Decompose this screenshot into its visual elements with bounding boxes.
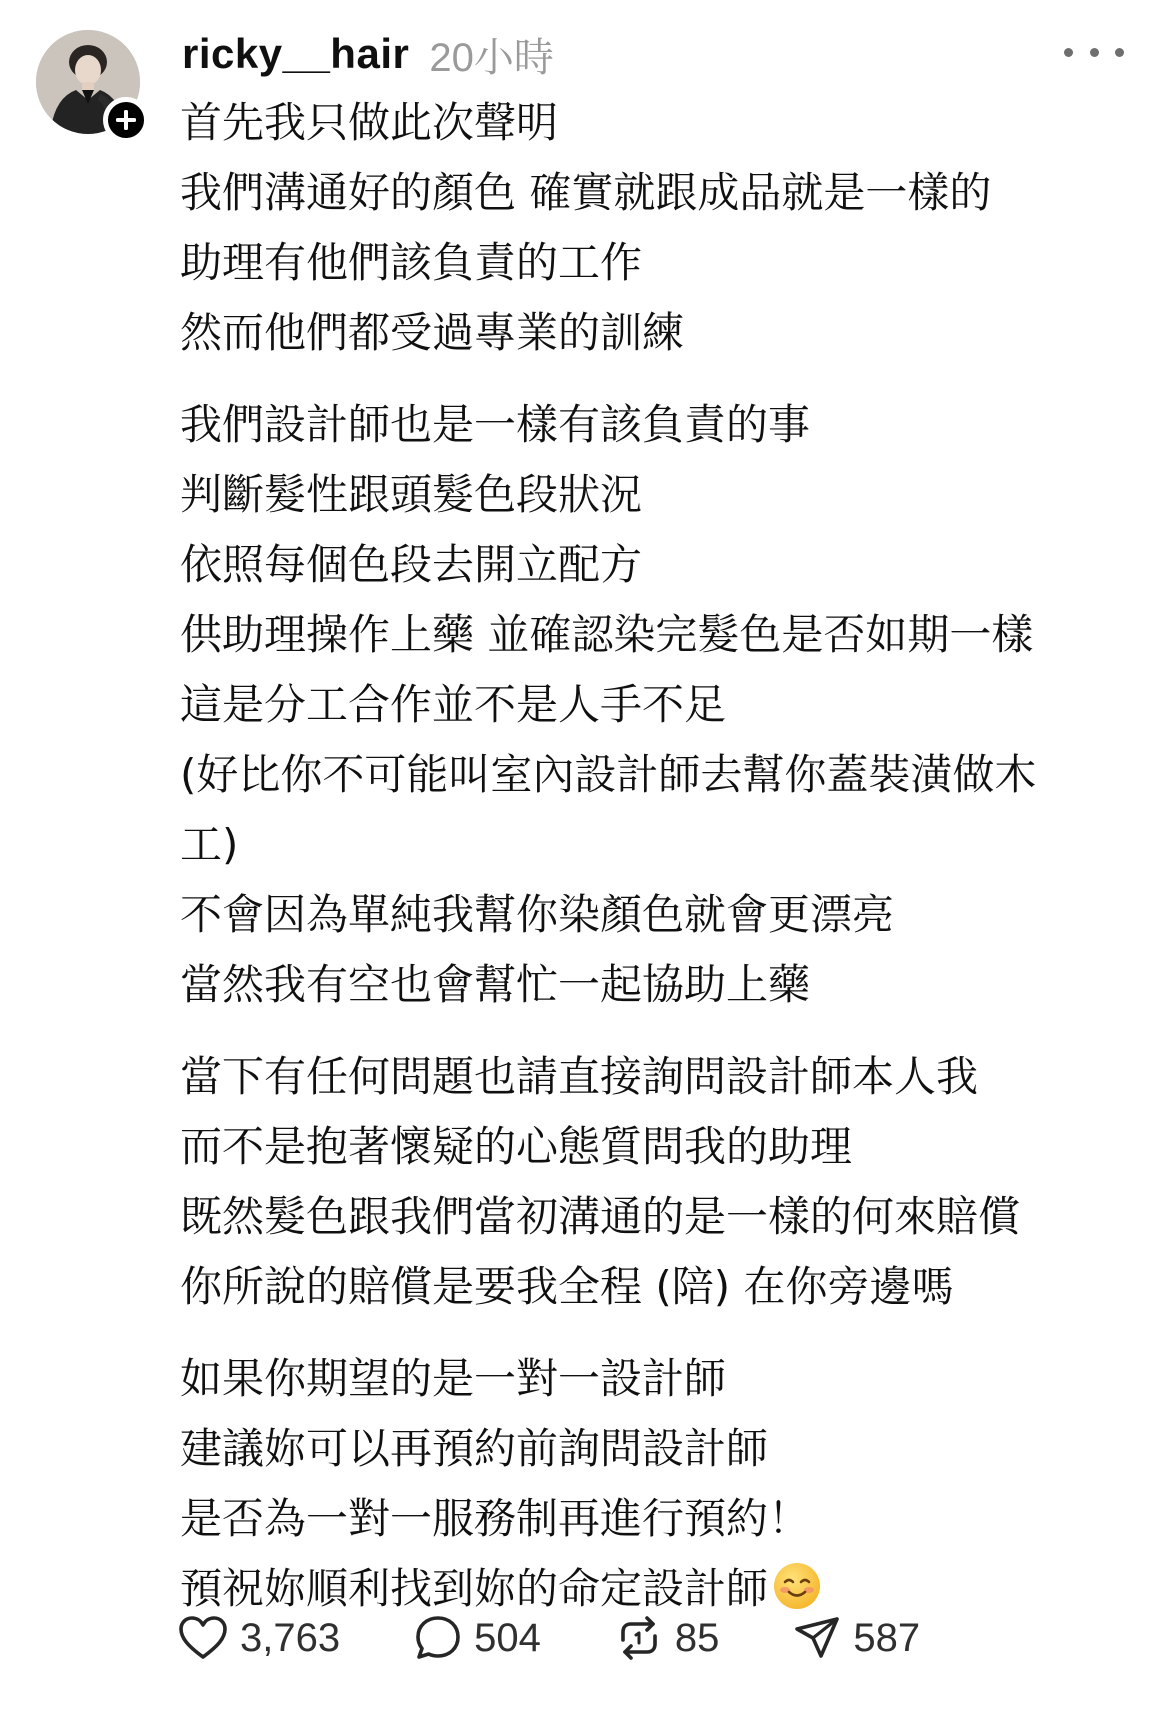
- post-text-line: 這是分工合作並不是人手不足: [180, 680, 727, 729]
- share-count: 587: [853, 1615, 921, 1660]
- post-text-line: 當然我有空也會幫忙一起協助上藥: [180, 960, 811, 1009]
- post-text-line: 建議妳可以再預約前詢問設計師: [180, 1424, 769, 1473]
- repost-count: 85: [674, 1615, 720, 1660]
- paragraph: [180, 88, 1135, 368]
- more-options-button[interactable]: [1064, 38, 1124, 66]
- timestamp: 20小時: [429, 35, 554, 80]
- plus-icon: [115, 109, 137, 131]
- comment-button[interactable]: [414, 1614, 541, 1662]
- post-text-line: 然而他們都受過專業的訓練: [180, 308, 685, 357]
- post-text-line: 而不是抱著懷疑的心態質問我的助理: [180, 1122, 853, 1171]
- more-options-icon: [1064, 48, 1073, 57]
- post-text-line: (好比你不可能叫室內設計師去幫你蓋裝潢做木: [180, 750, 1037, 799]
- share-button[interactable]: [793, 1614, 920, 1662]
- paragraph: [180, 390, 1135, 1020]
- post-text-line: 你所說的賠償是要我全程 (陪) 在你旁邊嗎: [180, 1262, 954, 1311]
- post-text-line: 是否為一對一服務制再進行預約！: [180, 1494, 811, 1543]
- send-icon: [793, 1614, 841, 1662]
- post-text-line: 首先我只做此次聲明: [180, 98, 559, 147]
- post-text-line: 既然髮色跟我們當初溝通的是一樣的何來賠償: [180, 1192, 1021, 1241]
- comment-count: 504: [474, 1615, 541, 1660]
- more-options-icon: [1115, 48, 1124, 57]
- comment-bubble-icon: [414, 1614, 462, 1662]
- paragraph-gap: [180, 368, 1135, 390]
- like-count: 3,763: [240, 1615, 341, 1660]
- action-bar: [178, 1606, 994, 1670]
- heart-icon: [178, 1615, 228, 1661]
- paragraph-gap: [180, 1322, 1135, 1344]
- paragraph: [180, 1344, 1135, 1624]
- paragraph: [180, 1042, 1135, 1322]
- more-options-icon: [1090, 48, 1099, 57]
- post-text-line: 不會因為單純我幫你染顏色就會更漂亮: [180, 890, 895, 939]
- smiling-face-icon: [772, 1561, 822, 1611]
- post-text-line: 我們設計師也是一樣有該負責的事: [180, 400, 811, 449]
- like-button[interactable]: [178, 1615, 340, 1661]
- username[interactable]: ricky__hair: [182, 30, 410, 77]
- post-text-line: 如果你期望的是一對一設計師: [180, 1354, 727, 1403]
- post-text-line: 供助理操作上藥 並確認染完髮色是否如期一樣: [180, 610, 1034, 659]
- post-text-line: 我們溝通好的顏色 確實就跟成品就是一樣的: [180, 168, 992, 217]
- post-text-line: 工): [180, 820, 239, 869]
- post-body: [180, 88, 1135, 1624]
- post-text-line: 助理有他們該負責的工作: [180, 238, 643, 287]
- post-header: [182, 22, 554, 86]
- follow-button[interactable]: [103, 97, 149, 143]
- author-avatar-container[interactable]: [36, 30, 140, 134]
- post-text-line: 當下有任何問題也請直接詢問設計師本人我: [180, 1052, 979, 1101]
- paragraph-gap: [180, 1020, 1135, 1042]
- repost-button[interactable]: [615, 1614, 720, 1662]
- repost-icon: [615, 1614, 663, 1662]
- post-text-last-span: 預祝妳順利找到妳的命定設計師: [180, 1564, 769, 1613]
- post-text-line: 依照每個色段去開立配方: [180, 540, 643, 589]
- post-text-line: 判斷髮性跟頭髮色段狀況: [180, 470, 643, 519]
